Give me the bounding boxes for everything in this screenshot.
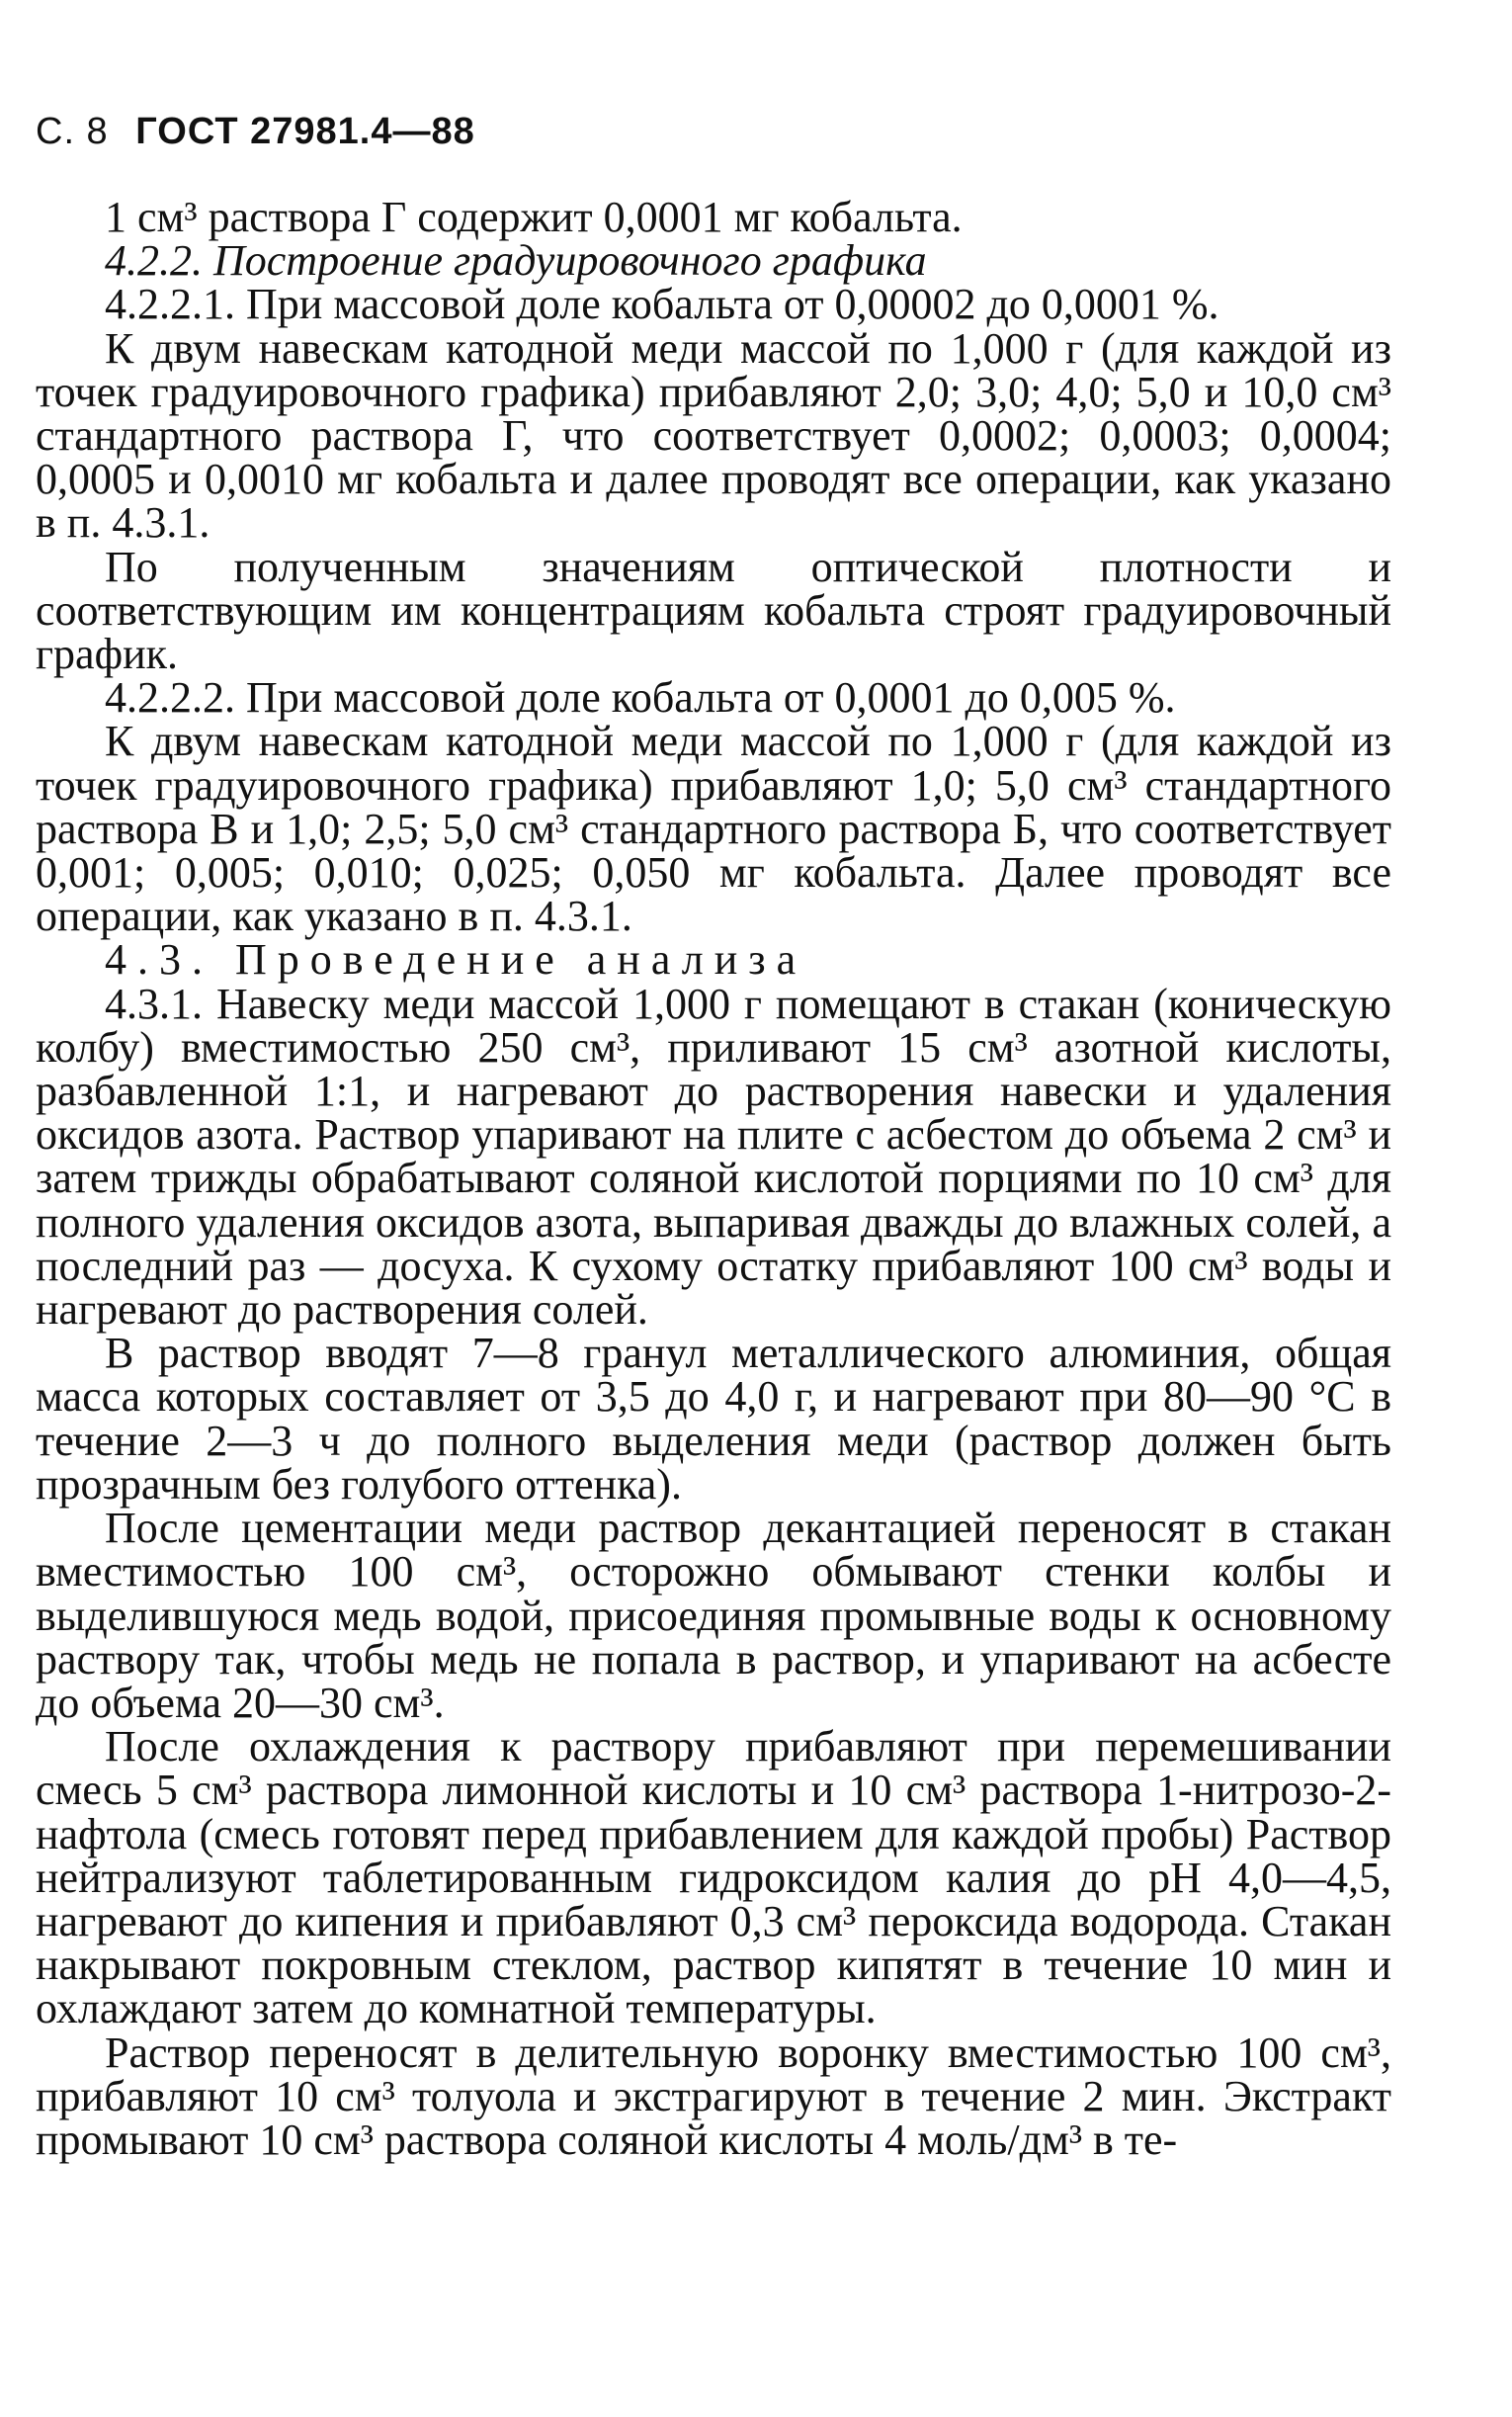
- standard-number: ГОСТ 27981.4—88: [135, 111, 475, 152]
- paragraph: После охлаждения к раствору прибавляют при перемешивании смесь 5 см³ раствора лимонной кислоты и 10 см³ раствора 1-нитрозо-2-нафтола (смесь готовят перед прибавлением для каждой пробы) Раствор нейтрализуют таблетированным гидроксидом калия до рН 4,0—4,5, нагревают до кипения и прибавляют 0,3 см³ пероксида водорода. Стакан накрывают покровным стеклом, раствор кипятят в течение 10 мин и охлаждают затем до комнатной температуры.: [36, 1722, 1391, 2033]
- paragraph: 4.2.2.2. При массовой доле кобальта от 0,0001 до 0,005 %.: [105, 673, 1176, 723]
- paragraph: К двум навескам катодной меди массой по 1,000 г (для каждой из точек градуировочного графика) прибавляют 1,0; 5,0 см³ стандартного раствора В и 1,0; 2,5; 5,0 см³ стандартного раствора Б, что соответствует 0,001; 0,005; 0,010; 0,025; 0,050 мг кобальта. Далее проводят все операции, как указано в п. 4.3.1.: [36, 717, 1391, 941]
- paragraph: Раствор переносят в делительную воронку вместимостью 100 см³, прибавляют 10 см³ толуола и экстрагируют в течение 2 мин. Экстракт промывают 10 см³ раствора соляной кислоты 4 моль/дм³ в те-: [36, 2028, 1391, 2164]
- section-heading: 4.2.2. Построение градуировочного графика: [105, 236, 927, 286]
- paragraph: 4.3.1. Навеску меди массой 1,000 г помещают в стакан (коническую колбу) вместимостью 250 см³, приливают 15 см³ азотной кислоты, разбавленной 1:1, и нагревают до растворения навески и удаления оксидов азота. Раствор упаривают на плите с асбестом до объема 2 см³ и затем трижды обрабатывают соляной кислотой порциями по 10 см³ для полного удаления оксидов азота, выпаривая дважды до влажных солей, а последний раз — досуха. К сухому остатку прибавляют 100 см³ воды и нагревают до растворения солей.: [36, 979, 1391, 1335]
- document-body: [36, 193, 1391, 2164]
- page-number: С. 8: [36, 111, 109, 152]
- section-heading: 4.3. Проведение анализа: [105, 935, 807, 985]
- paragraph: В раствор вводят 7—8 гранул металлического алюминия, общая масса которых составляет от 3,5 до 4,0 г, и нагревают при 80—90 °С в течение 2—3 ч до полного выделения меди (раствор должен быть прозрачным без голубого оттенка).: [36, 1329, 1391, 1509]
- paragraph: По полученным значениям оптической плотности и соответствующим им концентрациям кобальта строят градуировочный график.: [36, 542, 1391, 679]
- paragraph: 4.2.2.1. При массовой доле кобальта от 0,00002 до 0,0001 %.: [105, 280, 1219, 329]
- paragraph: К двум навескам катодной меди массой по 1,000 г (для каждой из точек градуировочного графика) прибавляют 2,0; 3,0; 4,0; 5,0 и 10,0 см³ стандартного раствора Г, что соответствует 0,0002; 0,0003; 0,0004; 0,0005 и 0,0010 мг кобальта и далее проводят все операции, как указано в п. 4.3.1.: [36, 323, 1391, 548]
- page-header: [36, 111, 475, 153]
- paragraph: После цементации меди раствор декантацией переносят в стакан вместимостью 100 см³, осторожно обмывают стенки колбы и выделившуюся медь водой, присоединяя промывные воды к основному раствору так, чтобы медь не попала в раствор, и упаривают на асбесте до объема 20—30 см³.: [36, 1504, 1391, 1727]
- paragraph: 1 см³ раствора Г содержит 0,0001 мг кобальта.: [105, 193, 963, 241]
